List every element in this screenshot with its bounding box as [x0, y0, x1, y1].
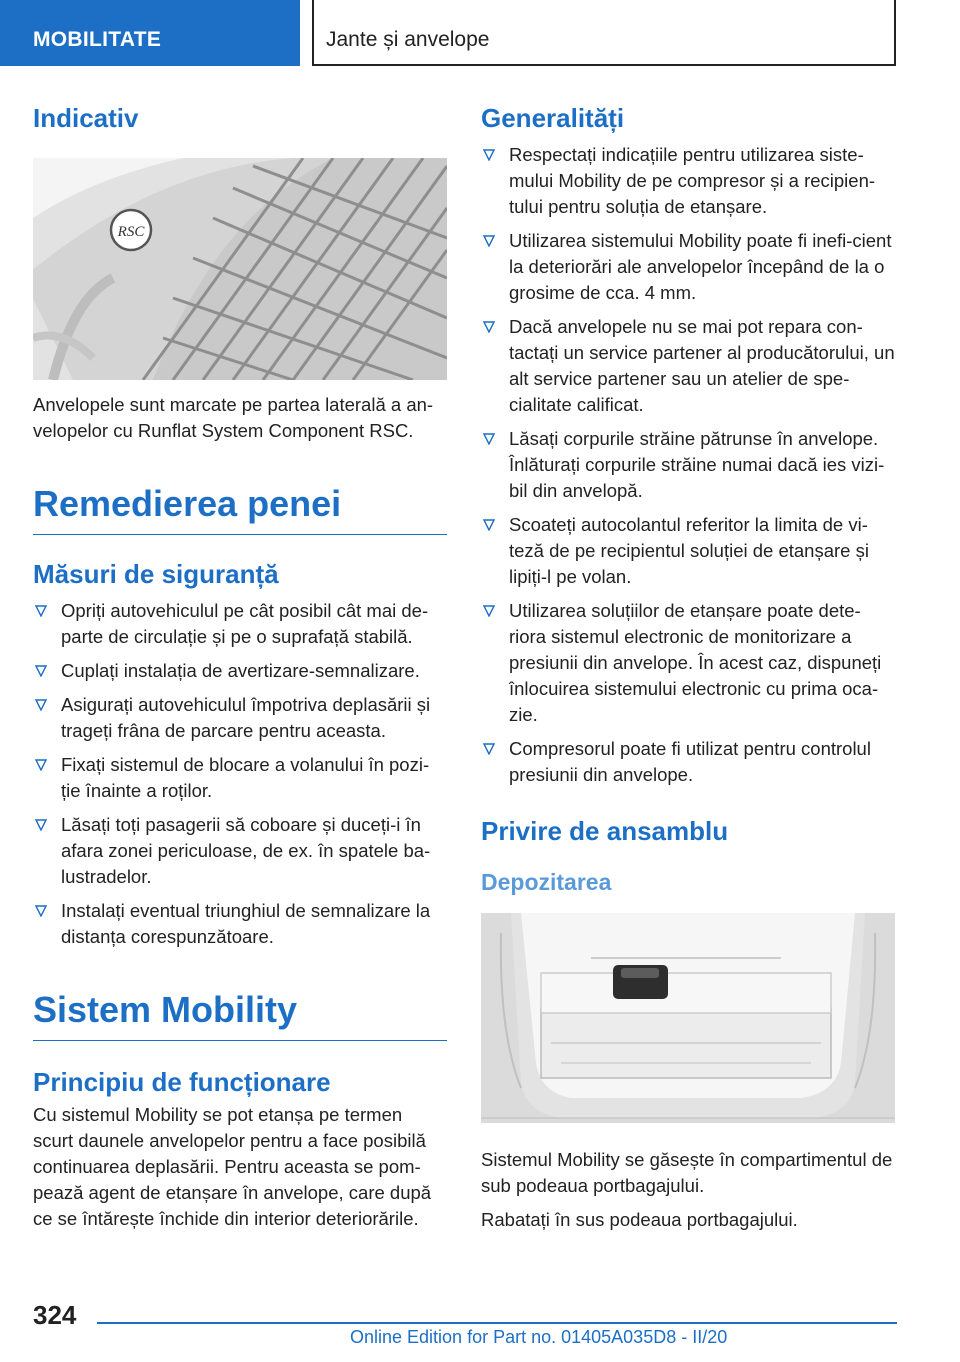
indicativ-heading: Indicativ [33, 103, 139, 133]
triangle-bullet-icon [35, 819, 47, 831]
section-tab: MOBILITATE [0, 0, 300, 66]
masuri-heading: Măsuri de siguranță [33, 558, 279, 589]
generalitati-heading: Generalități [481, 103, 625, 133]
triangle-bullet-icon [35, 665, 47, 677]
list-item-text: Dacă anvelopele nu se mai pot repara con-tactați un service partener al producătorului, un alt service partener sau un atelier de spe-cialitate calificat. [509, 316, 895, 416]
tire-sidewall-illustration [33, 158, 447, 380]
principiu-text: Cu sistemul Mobility se pot etanșa pe termen scurt daunele anvelopelor pentru a face posibilă continuarea deplasării. Pentru aceasta se pom-pează agent de etanșare în anvelope, care după ce se întărește închide din interior deteriorările. [33, 1103, 432, 1229]
list-item-text: Cuplați instalația de avertizare-semnalizare. [61, 659, 420, 681]
trunk-storage-image [481, 913, 895, 1123]
generalitati-list [481, 142, 895, 788]
left-column [33, 95, 447, 1232]
list-item [481, 314, 895, 418]
privire-heading: Privire de ansamblu [481, 816, 729, 847]
list-item-text: Scoateți autocolantul referitor la limita de vi-teză de pe recipientul soluției de etanșare și lipiți-l pe volan. [509, 514, 869, 588]
list-item [33, 692, 447, 744]
triangle-bullet-icon [483, 605, 495, 617]
depozitarea-text-2: Rabatați în sus podeaua portbagajului. [481, 1208, 798, 1230]
right-column [481, 95, 895, 1233]
list-item [481, 598, 895, 728]
list-item-text: Respectați indicațiile pentru utilizarea siste-mului Mobility de pe compresor și a recipien-tului pentru soluția de etanșare. [509, 144, 876, 218]
triangle-bullet-icon [483, 743, 495, 755]
list-item-text: Utilizarea sistemului Mobility poate fi inefi-cient la deteriorări ale anvelopelor începând de la o grosime de cca. 4 mm. [509, 230, 892, 304]
triangle-bullet-icon [483, 235, 495, 247]
trunk-illustration [481, 913, 895, 1123]
list-item-text: Instalați eventual triunghiul de semnalizare la distanța corespunzătoare. [61, 899, 431, 947]
masuri-list [33, 598, 447, 950]
list-item [481, 512, 895, 590]
list-item [33, 658, 447, 684]
svg-text:RSC: RSC [117, 224, 145, 241]
remedierea-heading: Remedierea penei [33, 484, 447, 535]
list-item-text: Opriți autovehiculul pe cât posibil cât mai de-parte de circulație și pe o suprafață stabilă. [61, 599, 429, 647]
depozitarea-heading: Depozitarea [481, 869, 612, 896]
list-item-text: Lăsați corpurile străine pătrunse în anvelope. Înlăturați corpurile străine numai dacă ies vizi-bil din anvelopă. [509, 428, 885, 502]
list-item [33, 598, 447, 650]
triangle-bullet-icon [483, 149, 495, 161]
edition-text: Online Edition for Part no. 01405A035D8 - II/20 [350, 1327, 728, 1347]
list-item [481, 228, 895, 306]
tire-rsc-image [33, 158, 447, 380]
page-header [0, 0, 960, 66]
triangle-bullet-icon [483, 433, 495, 445]
list-item-text: Utilizarea soluțiilor de etanșare poate dete-riora sistemul electronic de monitorizare a presiunii din anvelope. În acest caz, dispuneți înlocuirea sistemului electronic cu prima oca-zie. [509, 600, 882, 726]
list-item-text: Asigurați autovehiculul împotriva deplasării și trageți frâna de parcare pentru aceasta. [61, 693, 431, 741]
page-number: 324 [33, 1300, 77, 1330]
sistem-heading: Sistem Mobility [33, 990, 447, 1041]
triangle-bullet-icon [35, 905, 47, 917]
list-item [33, 898, 447, 950]
footer-divider [97, 1322, 897, 1324]
triangle-bullet-icon [483, 321, 495, 333]
chapter-title: Jante și anvelope [312, 0, 896, 66]
list-item [481, 736, 895, 788]
principiu-heading: Principiu de funcționare [33, 1066, 331, 1097]
depozitarea-text-1: Sistemul Mobility se găsește în compartimentul de sub podeaua portbagajului. [481, 1148, 893, 1196]
list-item [33, 752, 447, 804]
list-item-text: Fixați sistemul de blocare a volanului în pozi-ție înainte a roților. [61, 753, 430, 801]
list-item-text: Lăsați toți pasagerii să coboare și duceți-i în afara zonei periculoase, de ex. în spatele ba-lustradelor. [61, 813, 431, 887]
list-item [33, 812, 447, 890]
list-item-text: Compresorul poate fi utilizat pentru controlul presiunii din anvelope. [509, 738, 871, 786]
triangle-bullet-icon [35, 759, 47, 771]
list-item [481, 142, 895, 220]
triangle-bullet-icon [35, 605, 47, 617]
list-item [481, 426, 895, 504]
triangle-bullet-icon [483, 519, 495, 531]
indicativ-text: Anvelopele sunt marcate pe partea laterală a an-velopelor cu Runflat System Component RSC. [33, 394, 434, 442]
triangle-bullet-icon [35, 699, 47, 711]
